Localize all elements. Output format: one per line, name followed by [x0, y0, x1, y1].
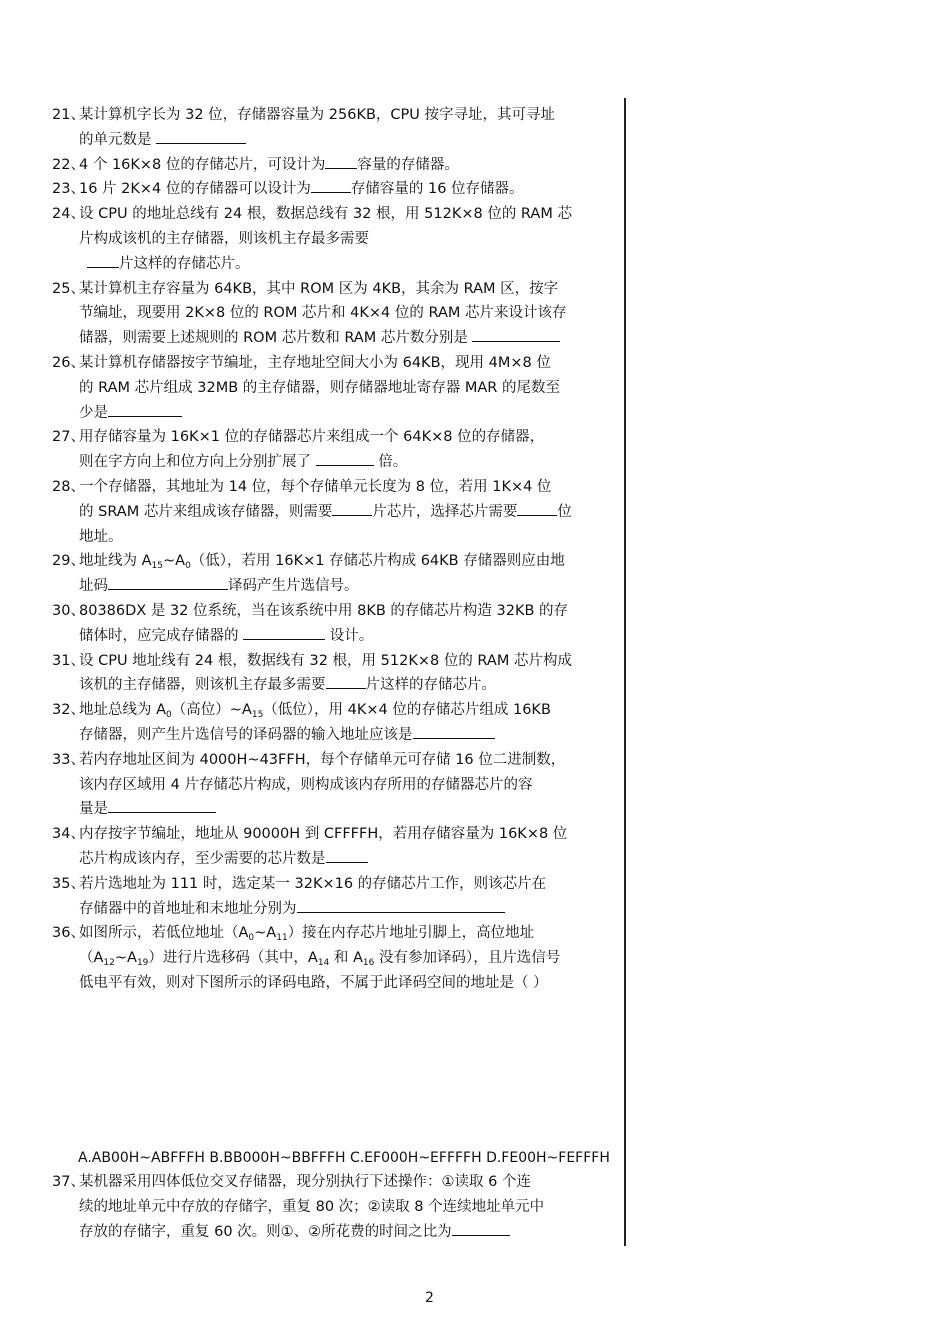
- question-26: 26、 某计算机存储器按字节编址，主存地址空间大小为 64KB，现用 4M×8 位 的 RAM 芯片组成 32MB 的主存储器，则存储器地址寄存器 MAR 的尾数至 少是: [52, 351, 614, 425]
- vertical-divider: [624, 98, 626, 1246]
- answer-blank: [243, 624, 325, 640]
- question-34: 34、 内存按字节编址，地址从 90000H 到 CFFFFH，若用存储容量为 16K×8 位 芯片构成该内存，至少需要的芯片数是: [52, 822, 614, 872]
- question-31: 31、 设 CPU 地址线有 24 根，数据线有 32 根，用 512K×8 位的 RAM 芯片构成 该机的主存储器，则该机主存最多需要 片这样的存储芯片。: [52, 649, 614, 699]
- figure-space: [52, 996, 614, 1146]
- question-37: 37、 某机器采用四体低位交叉存储器，现分别执行下述操作：①读取 6 个连 续的地址单元中存放的存储字，重复 80 次；②读取 8 个连续地址单元中 存放的存储字，重复 60 次。则①、②所花费的时间之比为: [52, 1170, 614, 1244]
- question-number: 34、: [52, 826, 85, 843]
- question-number: 32、: [52, 702, 85, 719]
- question-29: 29、 地址线为 $A_{15}\sim A_0$（低），若用 16K×1 存储芯片构成 64KB 存储器则应由地 址码 译码产生片选信号。: [52, 549, 614, 599]
- answer-blank: [316, 450, 374, 466]
- question-35: 35、 若片选地址为 111 时，选定某一 32K×16 的存储芯片工作，则该芯片在 存储器中的首地址和末地址分别为: [52, 872, 614, 922]
- question-22: 22、 4 个 16K×8 位的存储芯片，可设计为 容量的存储器。: [52, 153, 614, 178]
- question-number: 28、: [52, 478, 85, 495]
- question-number: 27、: [52, 429, 85, 446]
- page-number: 2: [425, 1290, 434, 1306]
- question-number: 29、: [52, 553, 85, 570]
- question-23: 23、 16 片 2K×4 位的存储器可以设计为 存储容量的 16 位存储器。: [52, 177, 614, 202]
- answer-blank: [326, 673, 366, 689]
- question-27: 27、 用存储容量为 16K×1 位的存储器芯片来组成一个 64K×8 位的存储器， 则在字方向上和位方向上分别扩展了 倍。: [52, 425, 614, 475]
- question-number: 31、: [52, 652, 85, 669]
- question-number: 33、: [52, 751, 85, 768]
- question-36: 36、 如图所示，若低位地址$(A_0\sim A_{11})$接在内存芯片地址引脚上，高位地址 $(A_{12}\sim A_{19})$进行片选移码（其中，$A_{14}$ 和 $A_{16}$ 没有参加译码），且片选信号 低电平有效，则对下图所示的译码电路，不属于此译码空间的地址是（ ）: [52, 921, 614, 995]
- question-number: 25、: [52, 280, 85, 297]
- answer-blank: [472, 326, 560, 342]
- question-32: 32、 地址总线为 $A_0$（高位）$\sim A_{15}$（低位），用 4K×4 位的存储芯片组成 16KB 存储器，则产生片选信号的译码器的输入地址应该是: [52, 698, 614, 748]
- answer-blank: [452, 1220, 510, 1236]
- answer-blank: [87, 252, 119, 268]
- answer-blank: [517, 500, 557, 516]
- question-list: [52, 103, 614, 1245]
- answer-blank: [325, 153, 357, 169]
- answer-blank: [108, 574, 228, 590]
- question-number: 36、: [52, 925, 85, 942]
- answer-blank: [326, 847, 368, 863]
- question-number: 35、: [52, 875, 85, 892]
- question-21: 21、 某计算机字长为 32 位，存储器容量为 256KB，CPU 按字寻址，其可寻址 的单元数是: [52, 103, 614, 153]
- question-number: 21、: [52, 107, 85, 123]
- question-number: 23、: [52, 181, 85, 198]
- question-24: 24、 设 CPU 的地址总线有 24 根，数据总线有 32 根，用 512K×8 位的 RAM 芯 片构成该机的主存储器，则该机主存最多需要 片这样的存储芯片。: [52, 202, 614, 276]
- answer-blank: [108, 401, 182, 417]
- question-33: 33、 若内存地址区间为 4000H~43FFH，每个存储单元可存储 16 位二进制数， 该内存区域用 4 片存储芯片构成，则构成该内存所用的存储器芯片的容 量是: [52, 748, 614, 822]
- question-36-options: A.AB00H~ABFFFH B.BB000H~BBFFFH C.EF000H~EFFFFH D.FE00H~FEFFFH: [78, 1149, 610, 1166]
- question-28: 28、 一个存储器，其地址为 14 位，每个存储单元长度为 8 位，若用 1K×4 位 的 SRAM 芯片来组成该存储器，则需要 片芯片，选择芯片需要 位 地址。: [52, 475, 614, 549]
- question-number: 30、: [52, 602, 85, 619]
- question-number: 26、: [52, 354, 85, 371]
- question-number: 37、: [52, 1174, 85, 1191]
- question-30: 30、 80386DX 是 32 位系统，当在该系统中用 8KB 的存储芯片构造 32KB 的存 储体时，应完成存储器的 设计。: [52, 599, 614, 649]
- answer-blank: [413, 723, 495, 739]
- answer-blank: [332, 500, 372, 516]
- answer-blank: [108, 797, 216, 813]
- answer-blank: [311, 177, 351, 193]
- question-25: 25、 某计算机主存容量为 64KB，其中 ROM 区为 4KB，其余为 RAM 区，按字 节编址，现要用 2K×8 位的 ROM 芯片和 4K×4 位的 RAM 芯片来设计该存 储器，则需要上述规则的 ROM 芯片数和 RAM 芯片数分别是: [52, 277, 614, 351]
- answer-blank: [297, 897, 505, 913]
- question-number: 24、: [52, 206, 85, 223]
- answer-blank: [156, 128, 246, 144]
- question-number: 22、: [52, 156, 85, 173]
